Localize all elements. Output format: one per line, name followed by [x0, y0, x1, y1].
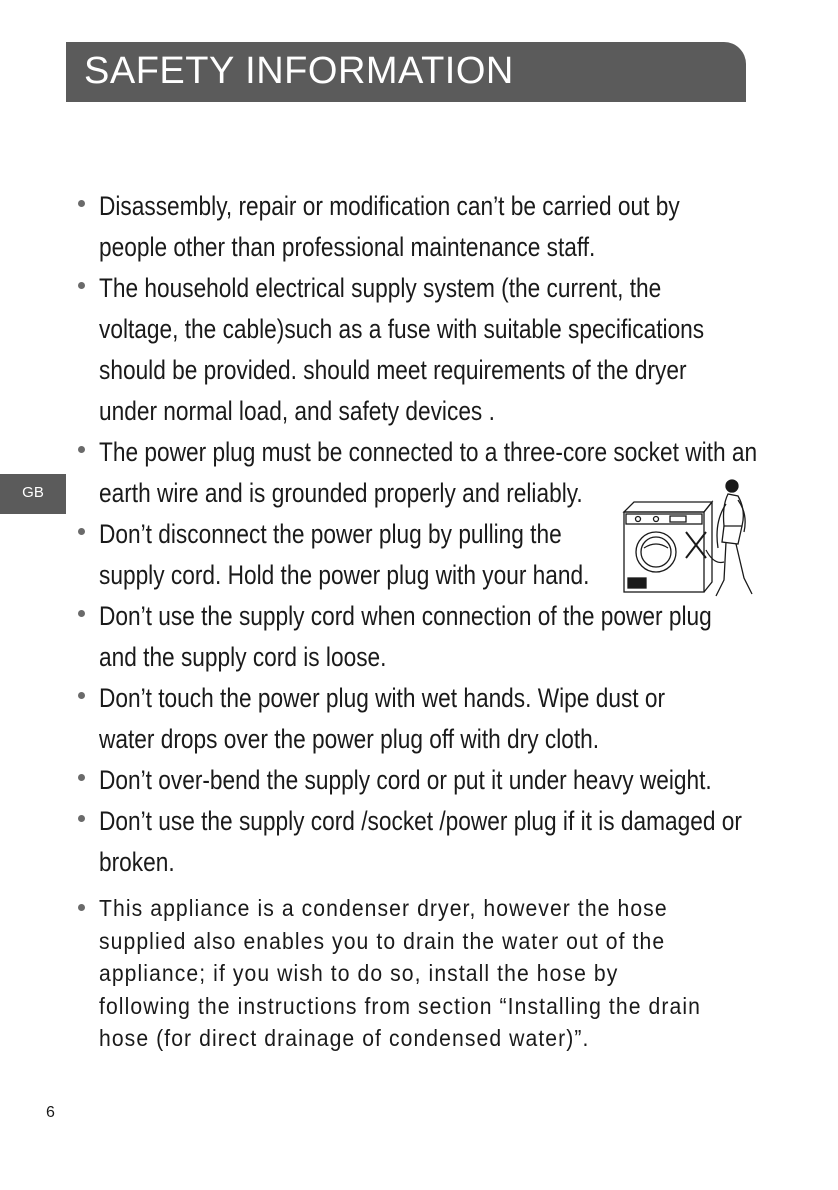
bullet-dot-icon: [78, 528, 85, 535]
bullet-dot-icon: [78, 446, 85, 453]
header-bar: [66, 42, 746, 102]
bullet-text: Don’t use the supply cord when connection of the power plug and the supply cord is loose.: [99, 601, 712, 672]
bullet-text: Don’t touch the power plug with wet hands. Wipe dust or water drops over the power plug off with dry cloth.: [99, 683, 666, 754]
bullet-dot-icon: [78, 610, 85, 617]
bullet-dot-icon: [78, 200, 85, 207]
language-tab-label: GB: [22, 484, 44, 501]
bullet-text: Don’t over-bend the supply cord or put it under heavy weight.: [99, 765, 712, 795]
bullet-dot-icon: [78, 774, 85, 781]
bullet-dot-icon: [78, 904, 85, 911]
page-title: SAFETY INFORMATION: [84, 50, 514, 92]
bullet-text: Don’t disconnect the power plug by pulling the supply cord. Hold the power plug with your hand.: [99, 519, 590, 590]
bullet-dot-icon: [78, 282, 85, 289]
bullet-text: The household electrical supply system (the current, the voltage, the cable)such as a fuse with suitable specifications should be provided. should meet requirements of the dryer under normal load, and safety devices .: [99, 273, 705, 426]
bullet-text: Disassembly, repair or modification can’t be carried out by people other than professional maintenance staff.: [99, 191, 680, 262]
bullet-text: Don’t use the supply cord /socket /power plug if it is damaged or broken.: [99, 806, 742, 877]
bullet-dot-icon: [78, 815, 85, 822]
person-pulling-plug-from-dryer-crossed-out-icon: [614, 470, 764, 610]
page-number: 6: [46, 1104, 55, 1121]
bullet-text: The power plug must be connected to a three-core socket with an earth wire and is grounded properly and reliably.: [99, 437, 758, 508]
bullet-dot-icon: [78, 692, 85, 699]
bullet-text: This appliance is a condenser dryer, however the hose supplied also enables you to drain the water out of the appliance; if you wish to do so, install the hose by following the instructions from section “Installing the drain hose (for direct drainage of condensed water)”.: [99, 895, 701, 1051]
language-tab: [0, 474, 66, 514]
